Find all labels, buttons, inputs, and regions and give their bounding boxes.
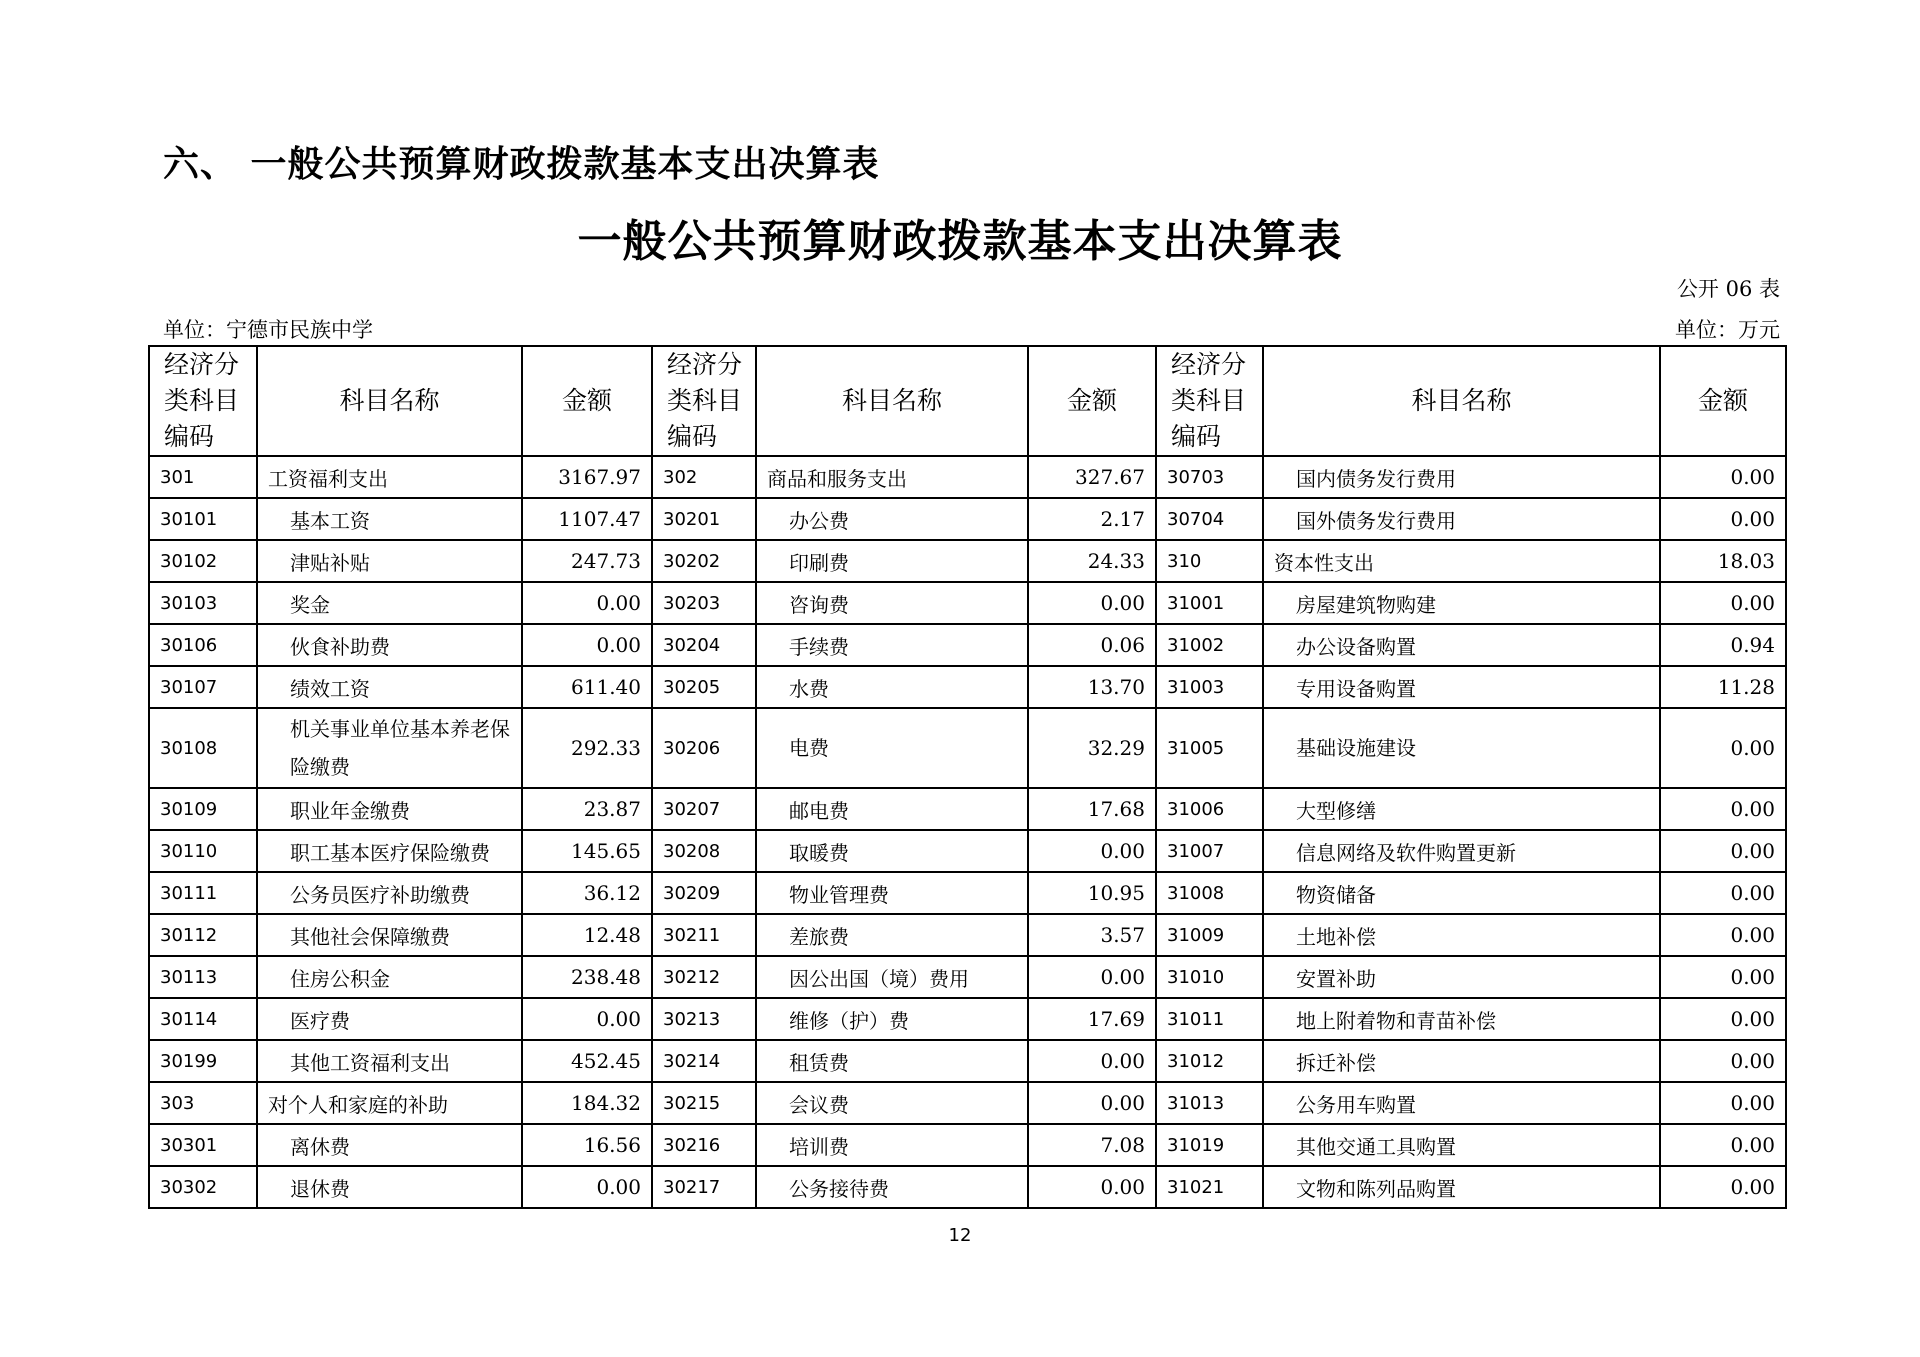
cell-name: 离休费 [257, 1124, 522, 1166]
cell-code: 30207 [652, 788, 756, 830]
table-row [149, 582, 1786, 624]
cell-name: 公务接待费 [756, 1166, 1028, 1208]
cell-amount: 3167.97 [522, 456, 652, 498]
cell-code: 30212 [652, 956, 756, 998]
cell-name: 其他社会保障缴费 [257, 914, 522, 956]
cell-name: 职业年金缴费 [257, 788, 522, 830]
cell-name: 职工基本医疗保险缴费 [257, 830, 522, 872]
cell-name: 退休费 [257, 1166, 522, 1208]
cell-amount: 0.00 [1028, 582, 1156, 624]
cell-amount: 0.00 [1660, 1082, 1786, 1124]
cell-code: 30208 [652, 830, 756, 872]
cell-code: 303 [149, 1082, 257, 1124]
cell-code: 30211 [652, 914, 756, 956]
cell-code: 30217 [652, 1166, 756, 1208]
cell-code: 31010 [1156, 956, 1263, 998]
cell-name: 机关事业单位基本养老保险缴费 [257, 708, 522, 788]
cell-amount: 292.33 [522, 708, 652, 788]
cell-name: 办公设备购置 [1263, 624, 1660, 666]
header-code: 经济分类科目编码 [652, 346, 756, 456]
table-row [149, 1124, 1786, 1166]
cell-amount: 0.00 [522, 624, 652, 666]
cell-name: 公务员医疗补助缴费 [257, 872, 522, 914]
cell-code: 30204 [652, 624, 756, 666]
cell-code: 30114 [149, 998, 257, 1040]
table-id: 公开 06 表 [1676, 277, 1780, 301]
cell-amount: 32.29 [1028, 708, 1156, 788]
expenditure-table [148, 345, 1787, 1209]
cell-name: 物资储备 [1263, 872, 1660, 914]
cell-name: 基本工资 [257, 498, 522, 540]
cell-name: 租赁费 [756, 1040, 1028, 1082]
cell-amount: 0.00 [1660, 498, 1786, 540]
cell-code: 30108 [149, 708, 257, 788]
cell-amount: 0.00 [1660, 708, 1786, 788]
cell-amount: 0.00 [1028, 1040, 1156, 1082]
cell-amount: 1107.47 [522, 498, 652, 540]
cell-amount: 2.17 [1028, 498, 1156, 540]
cell-code: 30201 [652, 498, 756, 540]
table-row [149, 872, 1786, 914]
cell-code: 30102 [149, 540, 257, 582]
cell-amount: 0.00 [522, 582, 652, 624]
cell-amount: 17.68 [1028, 788, 1156, 830]
cell-name: 邮电费 [756, 788, 1028, 830]
cell-amount: 23.87 [522, 788, 652, 830]
cell-amount: 0.00 [1660, 1166, 1786, 1208]
cell-name: 其他交通工具购置 [1263, 1124, 1660, 1166]
table-row [149, 1040, 1786, 1082]
cell-name: 手续费 [756, 624, 1028, 666]
cell-code: 31019 [1156, 1124, 1263, 1166]
cell-name: 信息网络及软件购置更新 [1263, 830, 1660, 872]
cell-name: 取暖费 [756, 830, 1028, 872]
cell-name: 房屋建筑物购建 [1263, 582, 1660, 624]
header-amount: 金额 [1660, 346, 1786, 456]
cell-name: 伙食补助费 [257, 624, 522, 666]
document-title: 一般公共预算财政拨款基本支出决算表 [577, 216, 1343, 267]
cell-amount: 247.73 [522, 540, 652, 582]
cell-name: 办公费 [756, 498, 1028, 540]
cell-name: 公务用车购置 [1263, 1082, 1660, 1124]
cell-code: 301 [149, 456, 257, 498]
cell-code: 31007 [1156, 830, 1263, 872]
cell-code: 31009 [1156, 914, 1263, 956]
cell-code: 31001 [1156, 582, 1263, 624]
cell-name: 基础设施建设 [1263, 708, 1660, 788]
cell-amount: 3.57 [1028, 914, 1156, 956]
cell-name: 商品和服务支出 [756, 456, 1028, 498]
cell-amount: 10.95 [1028, 872, 1156, 914]
header-amount: 金额 [1028, 346, 1156, 456]
cell-name: 资本性支出 [1263, 540, 1660, 582]
cell-code: 31008 [1156, 872, 1263, 914]
cell-amount: 0.00 [1660, 830, 1786, 872]
cell-name: 专用设备购置 [1263, 666, 1660, 708]
cell-amount: 611.40 [522, 666, 652, 708]
cell-amount: 0.00 [1660, 872, 1786, 914]
cell-amount: 238.48 [522, 956, 652, 998]
cell-code: 30111 [149, 872, 257, 914]
table-row [149, 624, 1786, 666]
cell-amount: 0.00 [1660, 998, 1786, 1040]
cell-name: 文物和陈列品购置 [1263, 1166, 1660, 1208]
cell-name: 医疗费 [257, 998, 522, 1040]
cell-name: 维修（护）费 [756, 998, 1028, 1040]
cell-amount: 13.70 [1028, 666, 1156, 708]
table-row [149, 498, 1786, 540]
cell-code: 31012 [1156, 1040, 1263, 1082]
cell-name: 差旅费 [756, 914, 1028, 956]
cell-code: 30103 [149, 582, 257, 624]
header-name: 科目名称 [257, 346, 522, 456]
header-name: 科目名称 [1263, 346, 1660, 456]
cell-code: 30703 [1156, 456, 1263, 498]
cell-code: 30214 [652, 1040, 756, 1082]
cell-code: 31011 [1156, 998, 1263, 1040]
cell-code: 31003 [1156, 666, 1263, 708]
cell-amount: 0.00 [1660, 1040, 1786, 1082]
cell-code: 30101 [149, 498, 257, 540]
page-number: 12 [948, 1225, 972, 1246]
table-row [149, 1082, 1786, 1124]
cell-amount: 16.56 [522, 1124, 652, 1166]
cell-name: 津贴补贴 [257, 540, 522, 582]
unit-currency: 单位：万元 [1675, 318, 1780, 342]
cell-code: 31002 [1156, 624, 1263, 666]
cell-name: 安置补助 [1263, 956, 1660, 998]
cell-code: 30704 [1156, 498, 1263, 540]
table-row [149, 998, 1786, 1040]
cell-amount: 11.28 [1660, 666, 1786, 708]
cell-code: 30302 [149, 1166, 257, 1208]
cell-code: 30216 [652, 1124, 756, 1166]
cell-amount: 0.00 [1028, 956, 1156, 998]
cell-amount: 0.00 [1660, 1124, 1786, 1166]
cell-name: 土地补偿 [1263, 914, 1660, 956]
cell-code: 30113 [149, 956, 257, 998]
cell-amount: 0.00 [1660, 582, 1786, 624]
cell-amount: 0.00 [1660, 456, 1786, 498]
cell-name: 培训费 [756, 1124, 1028, 1166]
cell-code: 310 [1156, 540, 1263, 582]
cell-name: 国内债务发行费用 [1263, 456, 1660, 498]
cell-code: 30203 [652, 582, 756, 624]
cell-code: 30199 [149, 1040, 257, 1082]
cell-code: 30106 [149, 624, 257, 666]
cell-name: 国外债务发行费用 [1263, 498, 1660, 540]
cell-amount: 0.94 [1660, 624, 1786, 666]
table-row [149, 540, 1786, 582]
header-code: 经济分类科目编码 [1156, 346, 1263, 456]
cell-code: 30107 [149, 666, 257, 708]
table-row [149, 830, 1786, 872]
cell-amount: 327.67 [1028, 456, 1156, 498]
table-row [149, 956, 1786, 998]
cell-amount: 0.00 [1660, 956, 1786, 998]
section-heading: 六、 一般公共预算财政拨款基本支出决算表 [163, 144, 880, 185]
cell-code: 30112 [149, 914, 257, 956]
table-row [149, 708, 1786, 788]
cell-code: 31005 [1156, 708, 1263, 788]
cell-code: 30109 [149, 788, 257, 830]
cell-name: 因公出国（境）费用 [756, 956, 1028, 998]
header-name: 科目名称 [756, 346, 1028, 456]
cell-code: 30301 [149, 1124, 257, 1166]
cell-amount: 0.00 [1660, 788, 1786, 830]
cell-name: 奖金 [257, 582, 522, 624]
cell-name: 咨询费 [756, 582, 1028, 624]
cell-code: 30213 [652, 998, 756, 1040]
cell-code: 31013 [1156, 1082, 1263, 1124]
cell-code: 302 [652, 456, 756, 498]
cell-amount: 0.00 [522, 998, 652, 1040]
cell-amount: 18.03 [1660, 540, 1786, 582]
cell-name: 物业管理费 [756, 872, 1028, 914]
cell-code: 31006 [1156, 788, 1263, 830]
cell-name: 大型修缮 [1263, 788, 1660, 830]
cell-code: 30215 [652, 1082, 756, 1124]
cell-code: 30209 [652, 872, 756, 914]
cell-amount: 0.00 [1028, 1166, 1156, 1208]
cell-code: 30205 [652, 666, 756, 708]
table-row [149, 666, 1786, 708]
table-row [149, 914, 1786, 956]
cell-amount: 0.00 [1028, 1082, 1156, 1124]
cell-code: 30110 [149, 830, 257, 872]
cell-name: 地上附着物和青苗补偿 [1263, 998, 1660, 1040]
cell-amount: 0.06 [1028, 624, 1156, 666]
cell-amount: 184.32 [522, 1082, 652, 1124]
cell-name: 工资福利支出 [257, 456, 522, 498]
cell-name: 印刷费 [756, 540, 1028, 582]
cell-amount: 0.00 [1660, 914, 1786, 956]
table-row [149, 1166, 1786, 1208]
cell-name: 住房公积金 [257, 956, 522, 998]
cell-amount: 17.69 [1028, 998, 1156, 1040]
cell-code: 30202 [652, 540, 756, 582]
header-row [149, 346, 1786, 456]
cell-name: 对个人和家庭的补助 [257, 1082, 522, 1124]
cell-amount: 452.45 [522, 1040, 652, 1082]
header-amount: 金额 [522, 346, 652, 456]
cell-name: 绩效工资 [257, 666, 522, 708]
header-code: 经济分类科目编码 [149, 346, 257, 456]
cell-name: 水费 [756, 666, 1028, 708]
cell-name: 其他工资福利支出 [257, 1040, 522, 1082]
cell-amount: 7.08 [1028, 1124, 1156, 1166]
table-row [149, 788, 1786, 830]
cell-amount: 12.48 [522, 914, 652, 956]
cell-amount: 145.65 [522, 830, 652, 872]
cell-code: 30206 [652, 708, 756, 788]
unit-organization: 单位：宁德市民族中学 [163, 318, 373, 342]
table-row [149, 456, 1786, 498]
cell-amount: 0.00 [1028, 830, 1156, 872]
cell-amount: 0.00 [522, 1166, 652, 1208]
cell-name: 电费 [756, 708, 1028, 788]
cell-name: 拆迁补偿 [1263, 1040, 1660, 1082]
cell-amount: 24.33 [1028, 540, 1156, 582]
cell-code: 31021 [1156, 1166, 1263, 1208]
cell-amount: 36.12 [522, 872, 652, 914]
cell-name: 会议费 [756, 1082, 1028, 1124]
